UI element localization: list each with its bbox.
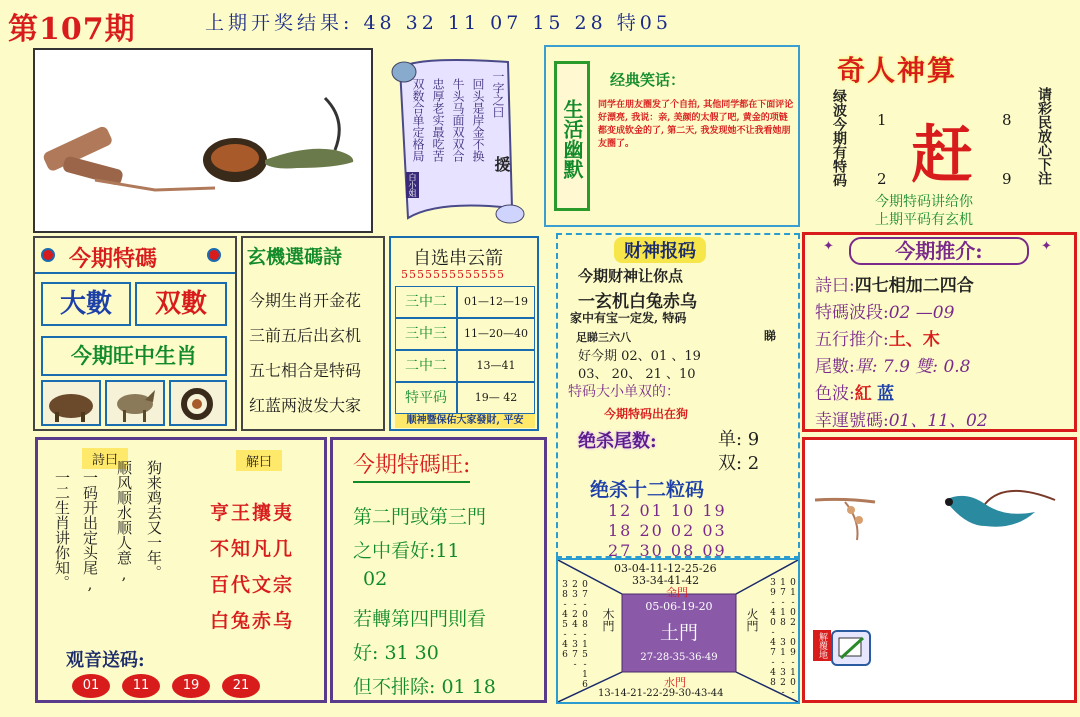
sparkle-icon: ✦	[1041, 239, 1052, 254]
shiyue-panel	[35, 437, 327, 703]
tuijie-ws-dan: 單: 7.9	[854, 357, 910, 377]
caishen-twelve-row-1: 12 01 10 19	[608, 501, 727, 520]
scroll-line-2: 牛头马面双双合	[451, 78, 465, 162]
tuijie-shi-value: 四七相加二四合	[854, 276, 974, 296]
zixuan-value-2: 11—20—40	[457, 318, 535, 350]
zixuan-value-1: 01—12—19	[457, 286, 535, 318]
illustration-bird	[802, 437, 1077, 703]
caishen-line-4b: 睇	[764, 329, 777, 343]
gates-center-bottom: 27-28-35-36-49	[640, 652, 718, 663]
poem-title: 玄機選碼詩	[247, 246, 343, 268]
target-icon	[207, 248, 221, 262]
gates-top-2: 33-34-41-42	[632, 574, 700, 587]
last-result	[205, 8, 672, 35]
gates-center-top: 05-06-19-20	[645, 600, 713, 613]
scroll-line-4: 双数合单定格局	[411, 78, 425, 162]
wang-title: 今期特碼旺:	[353, 448, 470, 483]
wang-line-3: 02	[363, 568, 388, 590]
shiyue-jie-4: 白兔赤乌	[210, 610, 295, 632]
joke-panel	[544, 45, 800, 227]
gates-huo: 火門	[745, 608, 759, 632]
caishen-line-5: 好今期 02、01 、19	[578, 349, 701, 364]
gates-right-nums: 01-02-09-10-17-18 31-32-39-40-47-48	[768, 578, 798, 698]
zixuan-title: 自选串云箭	[413, 248, 503, 269]
zixuan-sub: 5555555555555	[401, 268, 505, 281]
zixuan-footer: 顺神暨保佑大家發財, 平安	[395, 414, 535, 428]
tuijie-panel	[802, 232, 1077, 432]
wang-line-6: 但不排除: 01 18	[353, 676, 496, 698]
caishen-line-8: 今期特码出在狗	[604, 407, 689, 421]
scroll-panel	[378, 48, 540, 233]
shiyue-jie-3: 百代文宗	[210, 574, 295, 596]
tuijie-wx	[815, 325, 940, 350]
tema-title: 今期特碼	[69, 246, 158, 272]
caishen-sha-label: 绝杀尾数:	[578, 431, 657, 452]
poem-line-4: 红蓝两波发大家	[249, 396, 362, 415]
pig-icon	[41, 380, 101, 426]
poem-line-3: 五七相合是特码	[249, 361, 362, 380]
zixuan-panel	[389, 236, 539, 431]
joke-title: 经典笑话：	[610, 71, 686, 89]
snake-icon	[169, 380, 227, 426]
guanyin-ball: 01	[72, 674, 110, 698]
shiyue-col-1: 一二生肖讲你知。	[53, 470, 71, 590]
guanyin-ball: 11	[122, 674, 160, 698]
tuijie-lucky	[815, 406, 988, 431]
shiyue-jie-1: 亨王攘夷	[210, 502, 295, 524]
zixuan-label-4: 特平码	[395, 382, 457, 414]
caishen-shuang: 双: 2	[718, 453, 760, 474]
tema-even: 双數	[135, 282, 227, 326]
joke-side-label: 生活幽默	[554, 61, 590, 211]
caishen-twelve-row-3: 27 30 08 09	[608, 541, 727, 560]
wang-panel	[330, 437, 547, 703]
caishen-line-4a: 足睇三六八	[576, 331, 631, 344]
shiyue-col-3: 顺风顺水顺人意,	[115, 460, 133, 583]
lizard-illustration	[35, 50, 371, 231]
illustration-lizard	[33, 48, 373, 233]
shiyue-col-4: 狗来鸡去又一年。	[145, 460, 163, 580]
qiren-line-1: 今期特码讲给你	[875, 194, 973, 210]
tuijie-bo	[815, 298, 954, 323]
caishen-line-7: 特码大小单双的：	[568, 384, 680, 400]
tema-big: 大數	[41, 282, 131, 326]
tuijie-sebo	[815, 379, 894, 404]
tema-wang: 今期旺中生肖	[41, 336, 227, 376]
tuijie-lucky-value: 01、11、02	[888, 411, 988, 431]
qiren-n9: 9	[1002, 170, 1012, 188]
notebook-icon[interactable]	[831, 630, 871, 666]
tuijie-sebo-blue: 蓝	[877, 384, 895, 404]
scroll-heading: 一字之曰	[491, 70, 505, 118]
wolf-icon	[105, 380, 165, 426]
caishen-line-2: 一玄机白兔赤乌	[578, 292, 697, 312]
gates-top-1: 03-04-11-12-25-26	[614, 562, 717, 575]
scroll-line-1: 回头是岸金不换	[471, 78, 485, 162]
tuijie-shi-label: 詩曰:	[815, 276, 855, 296]
wang-line-5: 好: 31 30	[353, 642, 439, 664]
caishen-line-3: 家中有宝一定发, 特码	[570, 311, 687, 325]
shiyue-col-2: 一码开出定头尾,	[81, 470, 99, 593]
tuijie-shi	[815, 271, 974, 296]
caishen-panel	[556, 233, 800, 558]
tuijie-wx-value: 土、木	[888, 330, 940, 350]
wang-line-2: 之中看好:11	[353, 540, 460, 562]
gates-mu: 木門	[601, 608, 615, 632]
gates-shui: 水門	[664, 676, 686, 689]
shiyue-jie-title: 解曰	[236, 450, 282, 471]
gates-left-nums: 07-08-15-16 23-24-37-38-45-46	[560, 580, 590, 690]
poem-panel	[241, 236, 385, 431]
caishen-title: 财神报码	[614, 237, 706, 263]
tuijie-wx-label: 五行推介:	[815, 330, 889, 350]
shiyue-jie-2: 不知凡几	[210, 538, 295, 560]
sparkle-icon: ✦	[823, 239, 834, 254]
tema-panel	[33, 236, 237, 431]
gates-panel	[556, 558, 800, 704]
tuijie-ws	[815, 352, 970, 377]
tuijie-ws-shuang: 雙: 0.8	[915, 357, 971, 377]
tuijie-title: 今期推介:	[849, 237, 1029, 265]
qiren-line-2: 上期平码有玄机	[875, 212, 973, 228]
zixuan-label-2: 三中三	[395, 318, 457, 350]
qiren-panel	[805, 45, 1077, 230]
joke-text: 同学在朋友圈发了个自拍, 其他同学都在下面评论好漂亮, 我说：亲, 美颜的太假了吧, 黄金的项链都变成钦金的了, 第二天, 我发现她不让我看她朋友圈了。	[598, 100, 794, 149]
target-icon	[41, 248, 55, 262]
poem-line-2: 三前五后出玄机	[249, 326, 362, 345]
tuijie-lucky-label: 幸運號碼:	[815, 411, 889, 431]
tuijie-sebo-red: 紅	[854, 384, 872, 404]
qiren-title: 奇人神算	[837, 54, 958, 87]
caishen-twelve-row-2: 18 20 02 03	[608, 521, 727, 540]
qiren-right-col: 请彩民放心下注	[1036, 87, 1052, 185]
zixuan-value-3: 13—41	[457, 350, 535, 382]
zixuan-label-3: 二中二	[395, 350, 457, 382]
qiren-n1: 1	[877, 111, 887, 129]
qiren-n8: 8	[1002, 111, 1012, 129]
last-result-numbers: 48 32 11 07 15 28 特05	[363, 12, 672, 34]
tuijie-bo-label: 特碼波段:	[815, 303, 889, 323]
caishen-twelve-title: 绝杀十二粒码	[590, 479, 705, 501]
wang-line-4: 若轉第四門則看	[353, 608, 487, 630]
guanyin-balls	[72, 674, 260, 698]
gates-jin: 金門	[666, 586, 688, 599]
pic2-badge: 解覆地	[813, 630, 831, 661]
scroll-line-3: 忠厚老实最吃苦	[431, 78, 445, 162]
tema-title-bar	[35, 238, 235, 274]
guanyin-ball: 19	[172, 674, 210, 698]
tuijie-sebo-label: 色波:	[815, 384, 855, 404]
guanyin-ball: 21	[222, 674, 260, 698]
gates-bottom: 13-14-21-22-29-30-43-44	[598, 688, 724, 699]
qiren-left-col: 绿波今期有特码	[831, 89, 847, 187]
issue-title: 第107期	[8, 12, 136, 47]
tuijie-bo-value: 02 —09	[888, 303, 955, 323]
scroll-keyword: 援	[492, 156, 511, 172]
guanyin-label: 观音送码:	[66, 650, 145, 671]
bird-illustration	[805, 440, 1074, 640]
qiren-big-char: 赶	[911, 118, 974, 191]
zixuan-label-1: 三中二	[395, 286, 457, 318]
wang-line-1: 第二門或第三門	[353, 506, 487, 528]
shiyue-title: 詩曰	[82, 448, 128, 469]
tuijie-ws-label: 尾數:	[815, 357, 855, 377]
scroll-stamp: 白小姐	[408, 173, 417, 197]
gates-center: 土門	[659, 622, 698, 644]
caishen-line-1: 今期财神让你点	[578, 267, 684, 285]
zixuan-value-4: 19— 42	[457, 382, 535, 414]
qiren-n2: 2	[877, 170, 887, 188]
caishen-line-6: 03、 20、 21 、10	[578, 367, 696, 382]
caishen-dan: 单: 9	[718, 429, 760, 450]
poem-line-1: 今期生肖开金花	[249, 291, 362, 310]
last-result-label: 上期开奖结果:	[205, 12, 354, 34]
